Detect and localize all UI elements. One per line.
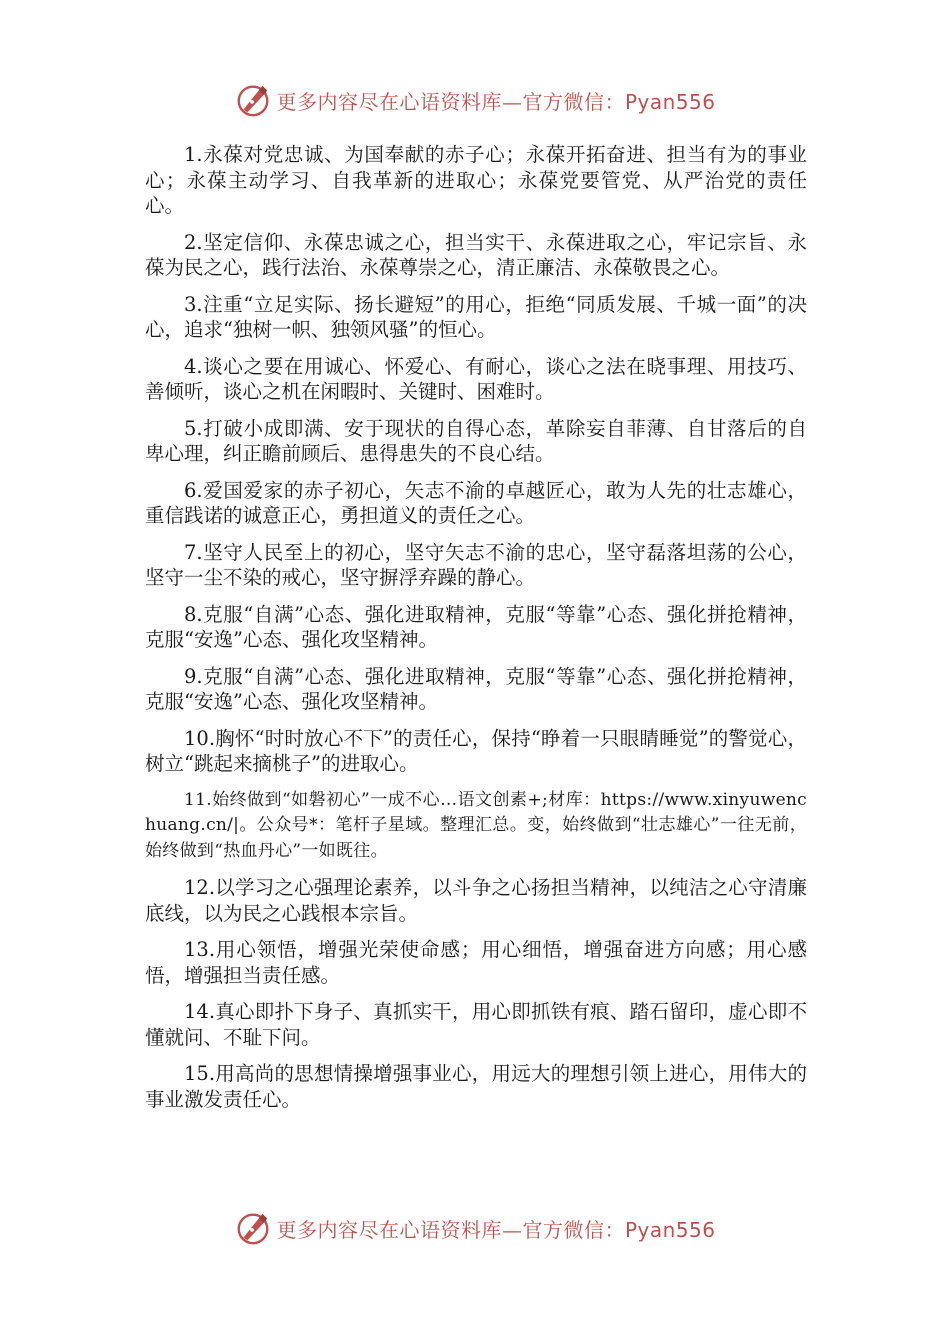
pen-nib-logo-icon [234, 81, 272, 119]
document-body [145, 142, 807, 1123]
header-banner [0, 78, 950, 122]
paragraph-9: 9.克服“自满”心态、强化进取精神，克服“等靠”心态、强化拼抢精神，克服“安逸”心态、强化攻坚精神。 [145, 664, 807, 713]
footer-wechat-id: Pyan556 [624, 1217, 716, 1242]
paragraph-11: 11.始终做到“如磐初心”一成不心…语文创素+;材库：https://www.xinyuwenchuang.cn/|。公众号*：笔杆子星域。整理汇总。变，始终做到“壮志雄心”一往无前，始终做到“热血丹心”一如既往。 [145, 789, 807, 861]
header-wechat-id: Pyan556 [624, 89, 716, 114]
footer-banner [0, 1206, 950, 1250]
paragraph-4: 4.谈心之要在用诚心、怀爱心、有耐心，谈心之法在晓事理、用技巧、善倾听，谈心之机在闲暇时、关键时、困难时。 [145, 354, 807, 403]
paragraph-5: 5.打破小成即满、安于现状的自得心态，革除妄自菲薄、自甘落后的自卑心理，纠正瞻前顾后、患得患失的不良心结。 [145, 416, 807, 465]
paragraph-1: 1.永葆对党忠诚、为国奉献的赤子心；永葆开拓奋进、担当有为的事业心；永葆主动学习、自我革新的进取心；永葆党要管党、从严治党的责任心。 [145, 143, 807, 217]
paragraph-12: 12.以学习之心强理论素养，以斗争之心扬担当精神，以纯洁之心守清廉底线，以为民之心践根本宗旨。 [145, 876, 807, 925]
paragraph-2: 2.坚定信仰、永葆忠诚之心，担当实干、永葆进取之心，牢记宗旨、永葆为民之心，践行法治、永葆尊崇之心，清正廉洁、永葆敬畏之心。 [145, 230, 807, 279]
paragraph-6: 6.爱国爱家的赤子初心，矢志不渝的卓越匠心，敢为人先的壮志雄心，重信践诺的诚意正心，勇担道义的责任之心。 [145, 478, 807, 527]
footer-banner-text: 更多内容尽在心语资料库—官方微信：Pyan556 [276, 1217, 716, 1242]
pen-nib-logo-icon [234, 1209, 272, 1247]
paragraph-13: 13.用心领悟，增强光荣使命感；用心细悟，增强奋进方向感；用心感悟，增强担当责任感。 [145, 938, 807, 987]
paragraph-15: 15.用高尚的思想情操增强事业心，用远大的理想引领上进心，用伟大的事业激发责任心。 [145, 1062, 807, 1111]
paragraph-3: 3.注重“立足实际、扬长避短”的用心，拒绝“同质发展、千城一面”的决心，追求“独树一帜、独领风骚”的恒心。 [145, 292, 807, 341]
paragraph-10: 10.胸怀“时时放心不下”的责任心，保持“睁着一只眼睛睡觉”的警觉心，树立“跳起来摘桃子”的进取心。 [145, 726, 807, 775]
header-banner-text: 更多内容尽在心语资料库—官方微信：Pyan556 [276, 89, 716, 114]
paragraph-8: 8.克服“自满”心态、强化进取精神，克服“等靠”心态、强化拼抢精神，克服“安逸”心态、强化攻坚精神。 [145, 602, 807, 651]
paragraph-14: 14.真心即扑下身子、真抓实干，用心即抓铁有痕、踏石留印，虚心即不懂就问、不耻下问。 [145, 1000, 807, 1049]
paragraph-7: 7.坚守人民至上的初心，坚守矢志不渝的忠心，坚守磊落坦荡的公心，坚守一尘不染的戒心，坚守摒浮弃躁的静心。 [145, 540, 807, 589]
